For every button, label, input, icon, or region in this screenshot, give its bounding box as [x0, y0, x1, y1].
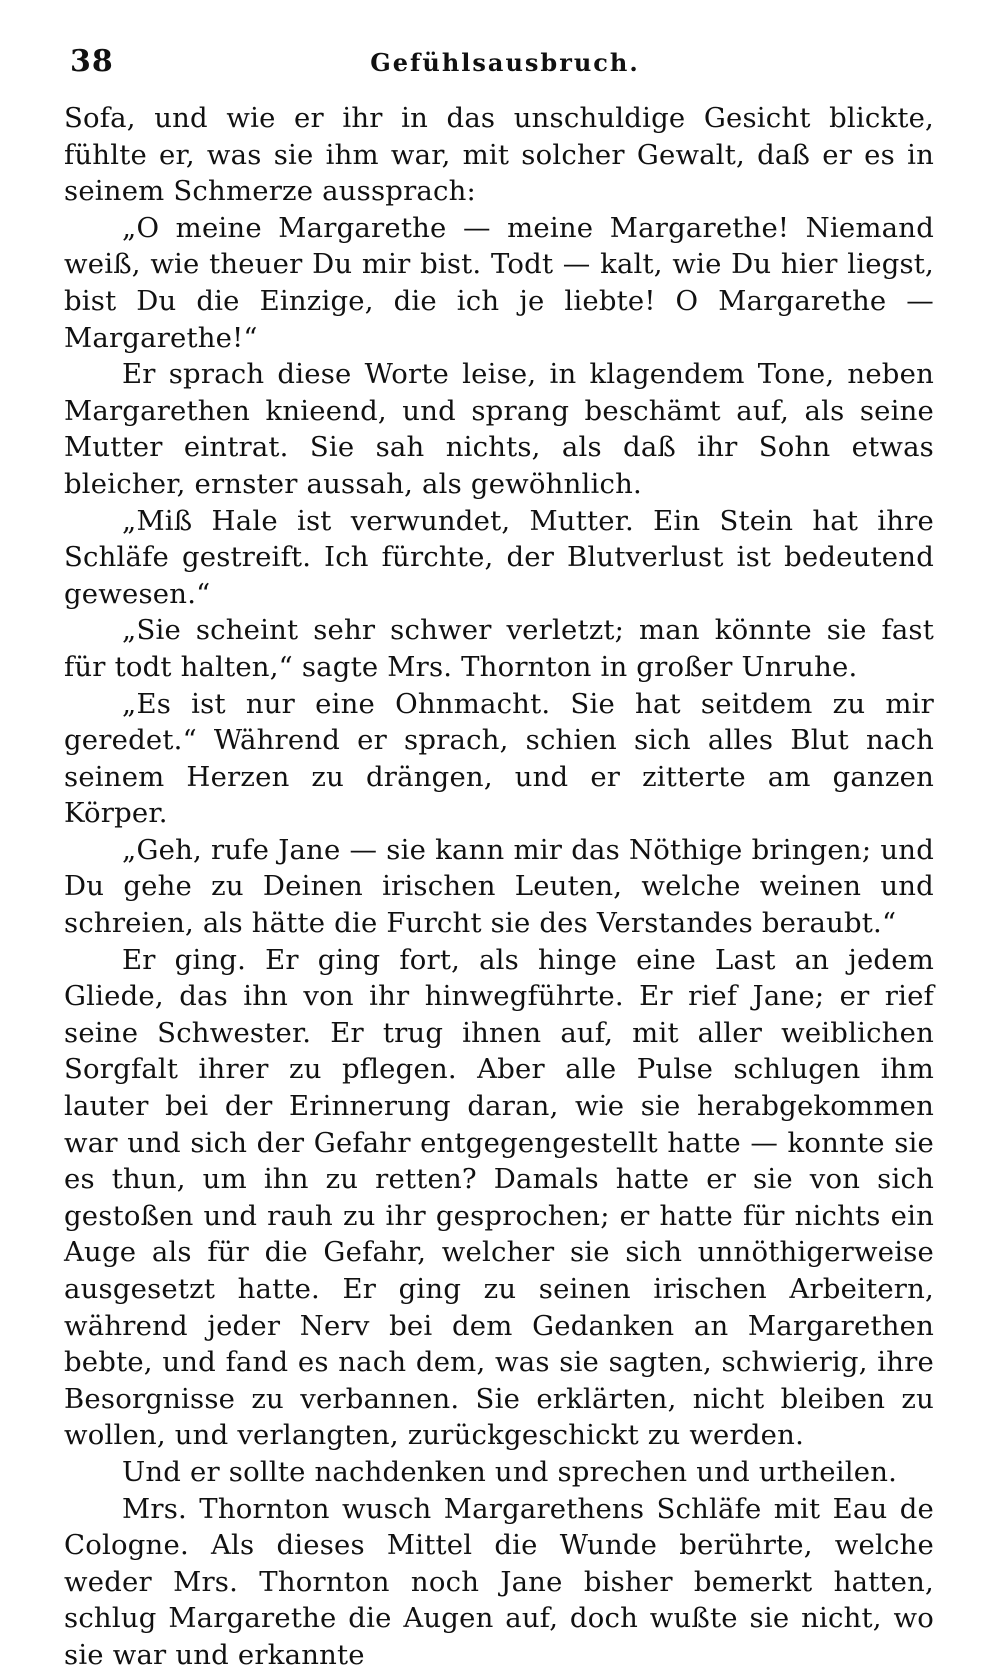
paragraph-8: Er ging. Er ging fort, als hinge eine Last an jedem Gliede, das ihn von ihr hinwegführte. Er rief Jane; er rief seine Schwester. Er trug ihnen auf, mit aller weiblichen Sorgfalt ihrer zu pflegen. Aber alle Pulse schlugen ihm lauter bei der Erinnerung daran, wie sie herabgekommen war und sich der Gefahr entgegengestellt hatte — konnte sie es thun, um ihn zu retten? Damals hatte er sie von sich gestoßen und rauh zu ihr gesprochen; er hatte für nichts ein Auge als für die Gefahr, welcher sie sich unnöthigerweise ausgesetzt hatte. Er ging zu seinen irischen Arbeitern, während jeder Nerv bei dem Gedanken an Margarethen bebte, und fand es nach dem, was sie sagten, schwierig, ihre Besorgnisse zu verbannen. Sie erklärten, nicht bleiben zu wollen, und verlangten, zurückgeschickt zu werden.: [64, 943, 934, 1452]
paragraph-6: „Es ist nur eine Ohnmacht. Sie hat seitdem zu mir geredet.“ Während er sprach, schien sich alles Blut nach seinem Herzen zu drängen, und er zitterte am ganzen Körper.: [64, 687, 934, 830]
paragraph-1: Sofa, und wie er ihr in das unschuldige Gesicht blickte, fühlte er, was sie ihm war, mit solcher Gewalt, daß er es in seinem Schmerze aussprach:: [64, 102, 934, 208]
paragraph-10: Mrs. Thornton wusch Margarethens Schläfe mit Eau de Cologne. Als dieses Mittel die Wunde berührte, welche weder Mrs. Thornton noch Jane bisher bemerkt hatten, schlug Margarethe die Augen auf, doch wußte sie nicht, wo sie war und erkannte: [64, 1492, 934, 1671]
paragraph-7: „Geh, rufe Jane — sie kann mir das Nöthige bringen; und Du gehe zu Deinen irischen Leuten, welche weinen und schreien, als hätte die Furcht sie des Verstandes beraubt.“: [64, 833, 934, 940]
running-head: Gefühlsausbruch.: [370, 48, 640, 77]
paragraph-4: „Miß Hale ist verwundet, Mutter. Ein Stein hat ihre Schläfe gestreift. Ich fürchte, der Blutverlust ist bedeutend gewesen.“: [64, 504, 934, 610]
page-header: [70, 44, 940, 88]
paragraph-2: „O meine Margarethe — meine Margarethe! Niemand weiß, wie theuer Du mir bist. Todt — kalt, wie Du hier liegst, bist Du die Einzige, die ich je liebte! O Margarethe — Margarethe!“: [64, 211, 934, 354]
page-number: 38: [70, 44, 114, 79]
paragraph-5: „Sie scheint sehr schwer verletzt; man könnte sie fast für todt halten,“ sagte Mrs. Thornton in großer Unruhe.: [64, 614, 934, 683]
paragraph-9: Und er sollte nachdenken und sprechen und urtheilen.: [122, 1455, 898, 1488]
body-text: [64, 100, 934, 1674]
paragraph-3: Er sprach diese Worte leise, in klagendem Tone, neben Margarethen knieend, und sprang beschämt auf, als seine Mutter eintrat. Sie sah nichts, als daß ihr Sohn etwas bleicher, ernster aussah, als gewöhnlich.: [64, 358, 934, 500]
